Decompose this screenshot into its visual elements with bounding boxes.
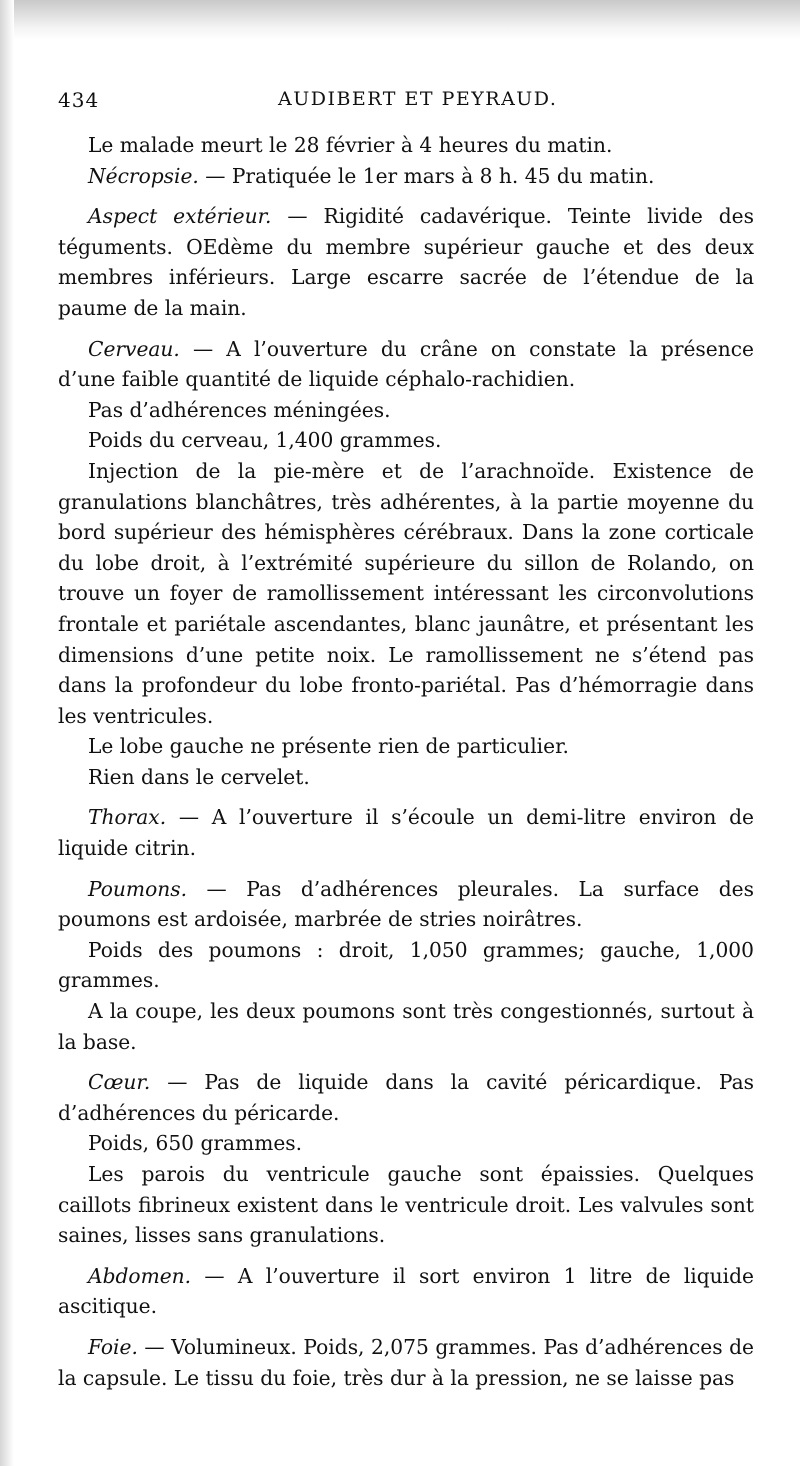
paragraph-necropsie: Nécropsie. — Pratiquée le 1er mars à 8 h. 45 du matin.: [88, 163, 655, 188]
paragraph-poids-poumons: Poids des poumons : droit, 1,050 grammes; gauche, 1,000 grammes.: [58, 937, 754, 993]
paragraph-meninges: Pas d’adhérences méningées.: [88, 397, 391, 422]
section-lead-coeur: Cœur.: [88, 1070, 151, 1095]
section-lead-thorax: Thorax.: [88, 805, 167, 830]
section-lead-necropsie: Nécropsie.: [88, 163, 199, 188]
section-lead-poumons: Poumons.: [88, 876, 187, 901]
paragraph-poumons: Poumons. — Pas d’adhérences pleurales. La surface des poumons est ardoisée, marbrée de stries noirâtres.: [58, 876, 754, 932]
section-lead-foie: Foie.: [88, 1334, 138, 1359]
paragraph-cervelet: Rien dans le cervelet.: [88, 764, 310, 789]
paragraph-coupe-poumons: A la coupe, les deux poumons sont très congestionnés, surtout à la base.: [58, 999, 754, 1054]
page-body: [58, 130, 754, 1393]
running-title: AUDIBERT ET PEYRAUD.: [278, 88, 558, 110]
paragraph-poids-cerveau: Poids du cerveau, 1,400 grammes.: [88, 428, 442, 453]
scan-shadow-left: [0, 0, 14, 1466]
paragraph-injection: Injection de la pie-mère et de l’arachnoïde. Existence de granulations blanchâtres, très adhérentes, à la partie moyenne du bord supérieur des hémisphères cérébraux. Dans la zone corticale du lobe droit, à l’extrémité supérieure du sillon de Rolando, on trouve un foyer de ramollissement intéressant les circonvolutions frontale et pariétale ascendantes, blanc jaunâtre, et présentant les dimensions d’une petite noix. Le ramollissement ne s’étend pas dans la profondeur du lobe fronto-pariétal. Pas d’hémorragie dans les ventricules.: [58, 458, 754, 728]
paragraph-abdomen: Abdomen. — A l’ouverture il sort environ 1 litre de liquide ascitique.: [58, 1263, 754, 1319]
section-lead-abdomen: Abdomen.: [88, 1263, 192, 1288]
section-lead-aspect: Aspect extérieur.: [88, 204, 272, 229]
paragraph-aspect-exterieur: Aspect extérieur. — Rigidité cadavérique. Teinte livide des téguments. OEdème du membre supérieur gauche et des deux membres inférieurs. Large escarre sacrée de l’étendue de la paume de la main.: [58, 204, 754, 320]
paragraph-thorax: Thorax. — A l’ouverture il s’écoule un demi-litre environ de liquide citrin.: [58, 805, 754, 861]
paragraph-coeur: Cœur. — Pas de liquide dans la cavité péricardique. Pas d’adhérences du péricarde.: [58, 1070, 754, 1125]
paragraph-foie: Foie. — Volumineux. Poids, 2,075 grammes. Pas d’adhérences de la capsule. Le tissu du foie, très dur à la pression, ne se laisse pas: [58, 1334, 754, 1390]
paragraph-cerveau: Cerveau. — A l’ouverture du crâne on constate la présence d’une faible quantité de liquide céphalo-rachidien.: [58, 336, 754, 392]
paragraph-lobe-gauche: Le lobe gauche ne présente rien de particulier.: [88, 734, 569, 759]
paragraph-ventricule: Les parois du ventricule gauche sont épaissies. Quelques caillots fibrineux existent dans le ventricule droit. Les valvules sont saines, lisses sans granulations.: [58, 1162, 754, 1248]
page-number: 434: [58, 88, 100, 112]
paragraph-death: Le malade meurt le 28 février à 4 heures du matin.: [88, 133, 613, 157]
page-header: [58, 88, 748, 118]
scan-shadow-top: [0, 0, 800, 40]
paragraph-poids-coeur: Poids, 650 grammes.: [88, 1131, 303, 1156]
section-lead-cerveau: Cerveau.: [88, 336, 180, 361]
